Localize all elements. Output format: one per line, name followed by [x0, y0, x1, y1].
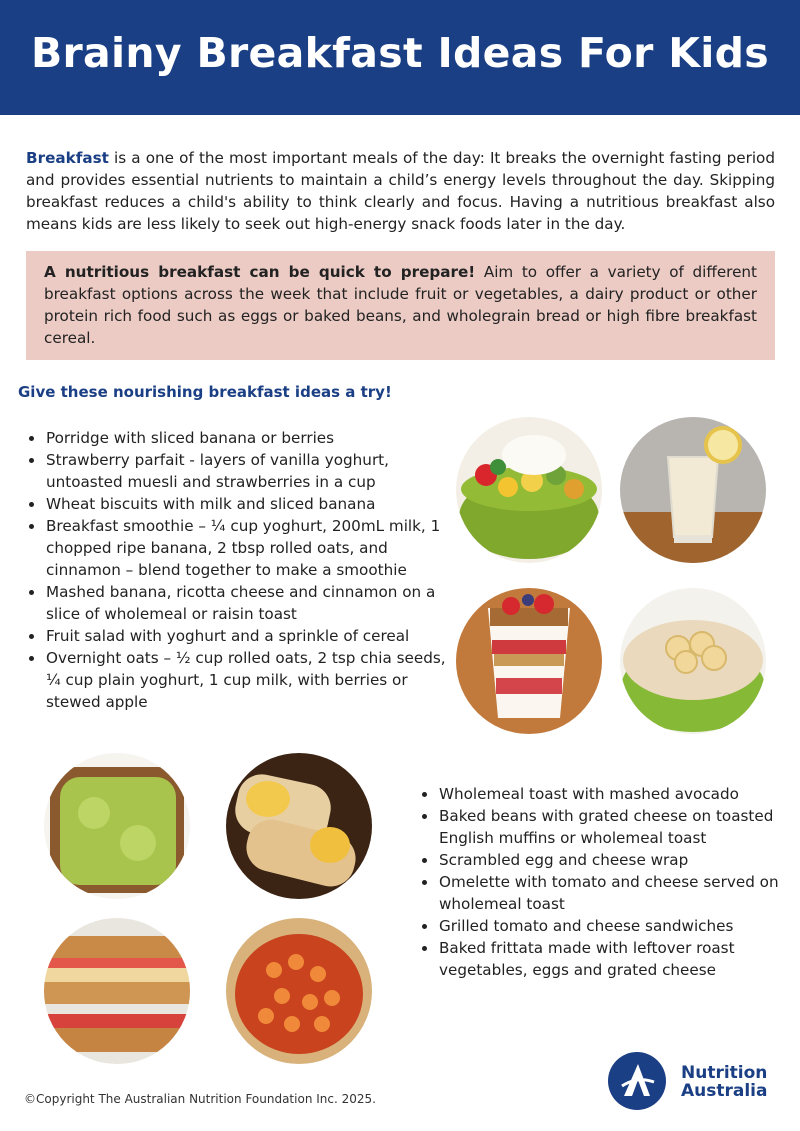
list-item: Mashed banana, ricotta cheese and cinnamon on a slice of wholemeal or raisin toast: [26, 581, 446, 625]
callout-text: [44, 261, 757, 349]
banana-smoothie-photo: [620, 417, 766, 563]
list-item: Baked frittata made with leftover roast vegetables, eggs and grated cheese: [419, 937, 779, 981]
logo-mark-icon: [608, 1052, 666, 1110]
list-item: Grilled tomato and cheese sandwiches: [419, 915, 779, 937]
intro-paragraph: [26, 147, 775, 235]
list-item: Wheat biscuits with milk and sliced banana: [26, 493, 446, 515]
fruit-salad-photo: [456, 417, 602, 563]
logo-line-2: Australia: [681, 1081, 768, 1101]
egg-wrap-photo: [226, 753, 372, 899]
intro-text: is a one of the most important meals of the day: It breaks the overnight fasting period and provides essential nutrients to maintain a child’s energy levels throughout the day. Skipping breakfast reduces a child's ability to think clearly and focus. Having a nutritious breakfast also means kids are less likely to seek out high-energy snack foods later in the day.: [26, 149, 775, 233]
intro-keyword: Breakfast: [26, 149, 109, 167]
baked-beans-photo: [226, 918, 372, 1064]
ideas-list-right: [419, 783, 779, 981]
callout-lead: A nutritious breakfast can be quick to prepare!: [44, 263, 476, 281]
ideas-subheading: Give these nourishing breakfast ideas a try!: [18, 383, 392, 401]
strawberry-parfait-photo: [456, 588, 602, 734]
list-item: Overnight oats – ½ cup rolled oats, 2 tsp chia seeds, ¼ cup plain yoghurt, 1 cup milk, with berries or stewed apple: [26, 647, 446, 713]
list-item: Wholemeal toast with mashed avocado: [419, 783, 779, 805]
avocado-toast-photo: [44, 753, 190, 899]
nutrition-australia-logo: [608, 1052, 778, 1112]
list-item: Baked beans with grated cheese on toasted English muffins or wholemeal toast: [419, 805, 779, 849]
list-item: Scrambled egg and cheese wrap: [419, 849, 779, 871]
ideas-list-left: [26, 427, 446, 713]
list-item: Porridge with sliced banana or berries: [26, 427, 446, 449]
copyright-text: ©Copyright The Australian Nutrition Foundation Inc. 2025.: [24, 1092, 376, 1106]
callout-box: [26, 251, 775, 360]
list-item: Strawberry parfait - layers of vanilla yoghurt, untoasted muesli and strawberries in a cup: [26, 449, 446, 493]
list-item: Breakfast smoothie – ¼ cup yoghurt, 200mL milk, 1 chopped ripe banana, 2 tbsp rolled oats, and cinnamon – blend together to make a smoothie: [26, 515, 446, 581]
toasted-sandwich-photo: [44, 918, 190, 1064]
logo-text: [681, 1064, 768, 1100]
list-item: Omelette with tomato and cheese served on wholemeal toast: [419, 871, 779, 915]
callout-body: Aim to offer a variety of different breakfast options across the week that include fruit or vegetables, a dairy product or other protein rich food such as eggs or baked beans, and wholegrain bread or high fibre breakfast cereal.: [44, 263, 757, 347]
list-item: Fruit salad with yoghurt and a sprinkle of cereal: [26, 625, 446, 647]
page-header: [0, 0, 800, 115]
logo-line-1: Nutrition: [681, 1063, 768, 1083]
page-title: Brainy Breakfast Ideas For Kids: [30, 29, 769, 77]
porridge-banana-photo: [620, 588, 766, 734]
